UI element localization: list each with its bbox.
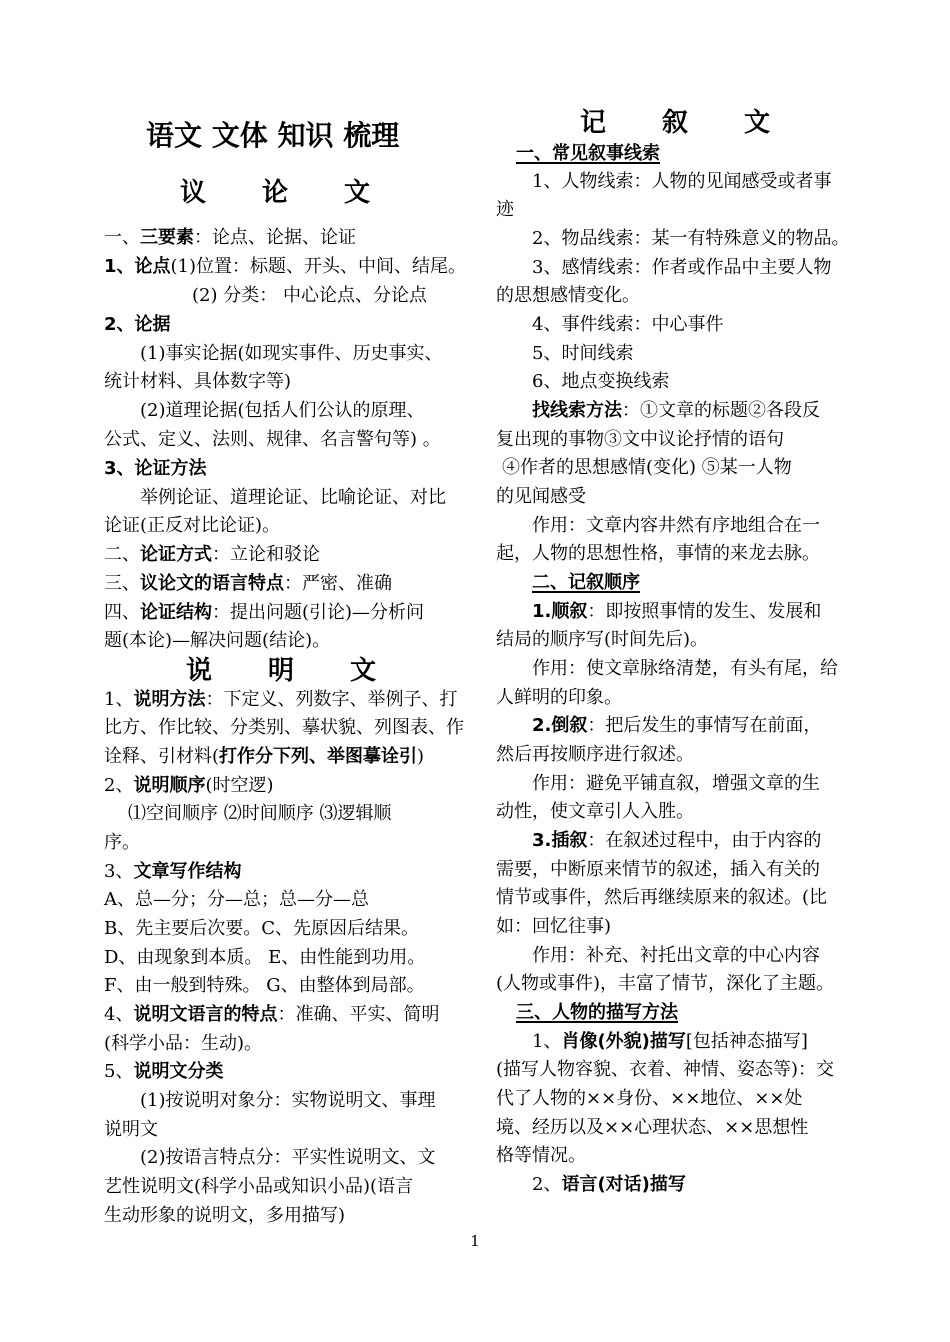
text-line: 序。 bbox=[104, 832, 140, 853]
find-clues-line bbox=[496, 399, 868, 423]
argument-structure-line bbox=[104, 601, 476, 625]
text-span: ：准确、平实、简明 bbox=[277, 1004, 440, 1025]
text-line: (人物或事件)，丰富了情节，深化了主题。 bbox=[496, 973, 835, 994]
text-span: ：把后发生的事情写在前面， bbox=[587, 715, 822, 736]
text-line: 作用：文章内容井然有序地组合在一 bbox=[532, 515, 820, 536]
text-line: (科学小品：生动)。 bbox=[104, 1033, 263, 1054]
text-line: ⑴空间顺序 ⑵时间顺序 ⑶逻辑顺 bbox=[128, 803, 392, 824]
text-line: 统计材料、具体数字等) bbox=[104, 371, 292, 392]
text-span: 二、 bbox=[104, 544, 140, 565]
text-line: 的见闻感受 bbox=[496, 486, 586, 507]
text-line: (1)按说明对象分：实物说明文、事理 bbox=[140, 1090, 436, 1111]
text-line: F、由一般到特殊。 G、由整体到局部。 bbox=[104, 975, 425, 996]
text-span: 2、 bbox=[104, 775, 134, 796]
portrayal-heading: 三、人物的描写方法 bbox=[516, 1002, 678, 1023]
portrait-line bbox=[496, 1030, 868, 1054]
text-span: (1)位置：标题、开头、中间、结尾。 bbox=[170, 256, 467, 277]
text-line: 作用：使文章脉络清楚，有头有尾，给 bbox=[532, 658, 838, 679]
text-line: 比方、作比较、分类别、摹状貌、列图表、作 bbox=[104, 717, 464, 738]
bold-term: 2.倒叙 bbox=[532, 715, 588, 736]
text-span: (时空逻) bbox=[205, 775, 274, 796]
text-span: 2、 bbox=[532, 1174, 562, 1195]
text-span: 1、 bbox=[104, 689, 134, 710]
page-number: 1 bbox=[470, 1232, 480, 1250]
text-line: (2)道理论据(包括人们公认的原理、 bbox=[140, 400, 425, 421]
bold-term: 3.插叙 bbox=[532, 830, 588, 851]
bold-term: 三要素 bbox=[140, 227, 194, 248]
text-span: ：下定义、列数字、举例子、打 bbox=[205, 689, 458, 710]
bold-term: 文章写作结构 bbox=[133, 861, 242, 882]
text-line: 1、人物线索：人物的见闻感受或者事 bbox=[532, 171, 832, 192]
text-span: 四、 bbox=[104, 602, 140, 623]
text-line: A、总—分；分—总；总—分—总 bbox=[104, 889, 369, 910]
text-line: 如：回忆往事) bbox=[496, 916, 612, 937]
text-span: ：提出问题(引论)—分析问 bbox=[212, 602, 425, 623]
bold-term: 说明方法 bbox=[133, 689, 206, 710]
bold-term: 说明文语言的特点 bbox=[133, 1004, 278, 1025]
bold-term: 打作分下列、举图摹诠引 bbox=[219, 746, 418, 767]
three-elements-line bbox=[104, 226, 476, 250]
text-line: 作用：补充、衬托出文章的中心内容 bbox=[532, 945, 820, 966]
text-line: 5、时间线索 bbox=[532, 343, 634, 364]
text-span: 1、 bbox=[532, 1031, 562, 1052]
language-features-line bbox=[104, 572, 476, 596]
text-line: 结局的顺序写(时间先后)。 bbox=[496, 629, 709, 650]
text-line: 人鲜明的印象。 bbox=[496, 687, 622, 708]
text-span: 3、 bbox=[104, 861, 134, 882]
text-line: 的思想感情变化。 bbox=[496, 285, 640, 306]
explain-types-line bbox=[104, 1060, 476, 1084]
text-span: ：①文章的标题②各段反 bbox=[622, 400, 820, 421]
text-span: ：论点、论据、论证 bbox=[194, 227, 356, 248]
bold-term: 论证结构 bbox=[140, 602, 212, 623]
text-line: (1)事实论据(如现实事件、历史事实、 bbox=[140, 343, 443, 364]
text-line: 论证(正反对比论证)。 bbox=[104, 515, 281, 536]
text-span: ) bbox=[417, 746, 425, 767]
chronological-line bbox=[496, 600, 868, 624]
text-line: 迹 bbox=[496, 199, 514, 220]
structure-heading-line bbox=[104, 860, 476, 884]
section-heading-yilunwen: 议论文 bbox=[180, 178, 427, 208]
text-span: ：立论和驳论 bbox=[212, 544, 320, 565]
text-line: 复出现的事物③文中议论抒情的语句 bbox=[496, 429, 784, 450]
text-line: 生动形象的说明文，多用描写) bbox=[104, 1205, 346, 1226]
explain-methods-line bbox=[104, 688, 476, 712]
text-line: 境、经历以及××心理状态、××思想性 bbox=[496, 1117, 809, 1138]
text-line: 动性，使文章引人入胜。 bbox=[496, 801, 694, 822]
text-span: 5、 bbox=[104, 1061, 134, 1082]
clues-heading: 一、常见叙事线索 bbox=[516, 143, 660, 164]
text-span: [包括神态描写] bbox=[685, 1031, 808, 1052]
argument-methods-heading: 3、论证方法 bbox=[104, 458, 207, 479]
bold-term: 说明顺序 bbox=[133, 775, 206, 796]
argument-mode-line bbox=[104, 543, 476, 567]
document-title: 语文 文体 知识 梳理 bbox=[146, 119, 400, 152]
text-line: 举例论证、道理论证、比喻论证、对比 bbox=[140, 487, 446, 508]
mnemonic-line bbox=[104, 745, 476, 769]
text-line: (描写人物容貌、衣着、神情、姿态等)：交 bbox=[496, 1059, 835, 1080]
text-line: 需要，中断原来情节的叙述，插入有关的 bbox=[496, 859, 820, 880]
text-line: 情节或事件，然后再继续原来的叙述。(比 bbox=[496, 887, 828, 908]
text-span: 4、 bbox=[104, 1004, 134, 1025]
text-span: ：严密、准确 bbox=[284, 573, 392, 594]
narrative-order-heading: 二、记叙顺序 bbox=[532, 572, 640, 593]
text-line: 艺性说明文(科学小品或知识小品)(语言 bbox=[104, 1176, 414, 1197]
interpolation-line bbox=[496, 829, 868, 853]
bold-term: 论证方式 bbox=[140, 544, 212, 565]
bold-term: 1.顺叙 bbox=[532, 601, 588, 622]
flashback-line bbox=[496, 714, 868, 738]
explain-order-line bbox=[104, 774, 476, 798]
bold-term: 肖像(外貌)描写 bbox=[561, 1031, 686, 1052]
text-line: 代了人物的××身份、××地位、××处 bbox=[496, 1088, 803, 1109]
text-line: 3、感情线索：作者或作品中主要人物 bbox=[532, 257, 832, 278]
text-line: 题(本论)—解决问题(结论)。 bbox=[104, 630, 331, 651]
bold-term: 议论文的语言特点 bbox=[140, 573, 284, 594]
text-line: 公式、定义、法则、规律、名言警句等) 。 bbox=[104, 429, 441, 450]
text-span: ：在叙述过程中，由于内容的 bbox=[587, 830, 822, 851]
text-line: ④作者的思想感情(变化) ⑤某一人物 bbox=[502, 457, 792, 478]
bold-term: 语言(对话)描写 bbox=[561, 1174, 686, 1195]
text-line: 2、物品线索：某一有特殊意义的物品。 bbox=[532, 228, 850, 249]
dialogue-line bbox=[496, 1173, 868, 1197]
section-heading-shuomingwen: 说明文 bbox=[186, 656, 433, 686]
text-line: 格等情况。 bbox=[496, 1145, 586, 1166]
text-span: 三、 bbox=[104, 573, 140, 594]
explain-language-line bbox=[104, 1003, 476, 1027]
text-line: (2)按语言特点分：平实性说明文、文 bbox=[140, 1147, 436, 1168]
text-line: 起，人物的思想性格，事情的来龙去脉。 bbox=[496, 543, 820, 564]
text-line: D、由现象到本质。 E、由性能到功用。 bbox=[104, 947, 426, 968]
bold-term: 1、论点 bbox=[104, 256, 171, 277]
lunju-heading: 2、论据 bbox=[104, 314, 171, 335]
text-line: 说明文 bbox=[104, 1119, 158, 1140]
section-heading-jixuwen: 记叙文 bbox=[580, 108, 827, 138]
text-line: 作用：避免平铺直叙，增强文章的生 bbox=[532, 773, 820, 794]
lundian-position-line bbox=[104, 255, 476, 279]
text-line: 然后再按顺序进行叙述。 bbox=[496, 744, 694, 765]
bold-term: 找线索方法 bbox=[532, 400, 622, 421]
text-line: 6、地点变换线索 bbox=[532, 371, 670, 392]
text-span: ：即按照事情的发生、发展和 bbox=[587, 601, 822, 622]
lundian-category-line: (2) 分类： 中心论点、分论点 bbox=[192, 285, 427, 306]
text-line: 4、事件线索：中心事件 bbox=[532, 314, 724, 335]
bold-term: 说明文分类 bbox=[133, 1061, 224, 1082]
text-span: 诠释、引材料( bbox=[104, 746, 220, 767]
text-line: B、先主要后次要。C、先原因后结果。 bbox=[104, 918, 419, 939]
text-span: 一、 bbox=[104, 227, 140, 248]
